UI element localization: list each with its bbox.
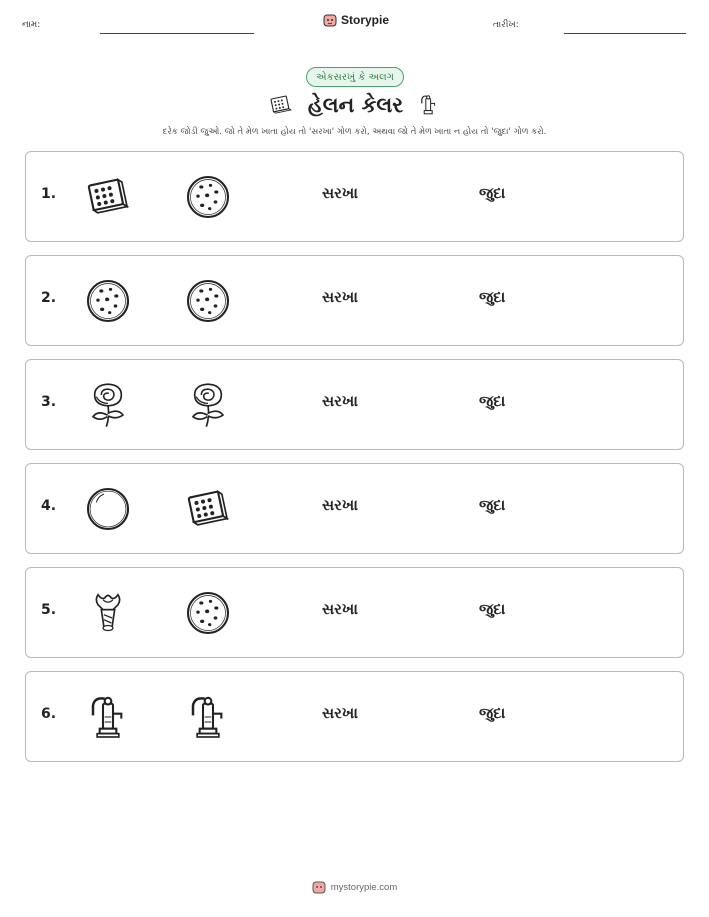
different-option[interactable]: જુદા	[479, 392, 506, 410]
storypie-mascot-icon	[312, 880, 326, 894]
question-number: 6.	[41, 706, 57, 722]
different-option[interactable]: જુદા	[479, 288, 506, 306]
water-pump-icon	[181, 692, 235, 742]
footer	[0, 880, 709, 894]
question-number: 5.	[41, 602, 57, 618]
worksheet-title: હેલન કેલર	[307, 92, 404, 117]
brand-name: Storypie	[341, 13, 390, 27]
date-line[interactable]	[564, 33, 686, 34]
instructions: દરેક જોડી જુઓ. જો તે મેળ ખાતા હોય તો 'સરખા' ગોળ કરો, અથવા જો તે મેળ ખાતા ન હોય તો 'જુદા' ગોળ કરો.	[162, 127, 547, 137]
braille-book-icon	[181, 484, 235, 534]
question-row	[25, 671, 684, 762]
cookie-icon	[81, 276, 135, 326]
brand-logo	[323, 13, 389, 27]
different-option[interactable]: જુદા	[479, 184, 506, 202]
different-option[interactable]: જુદા	[479, 496, 506, 514]
braille-book-icon	[268, 92, 294, 118]
same-option[interactable]: સરખા	[322, 288, 358, 306]
question-row	[25, 255, 684, 346]
same-option[interactable]: સરખા	[322, 496, 358, 514]
different-option[interactable]: જુદા	[479, 704, 506, 722]
water-pump-icon	[417, 90, 441, 120]
question-row	[25, 359, 684, 450]
cookie-icon	[181, 172, 235, 222]
question-number: 1.	[41, 186, 57, 202]
cookie-icon	[181, 276, 235, 326]
title-row	[0, 90, 709, 120]
cookie-icon	[181, 588, 235, 638]
question-row	[25, 151, 684, 242]
same-option[interactable]: સરખા	[322, 704, 358, 722]
braille-book-icon	[81, 172, 135, 222]
same-option[interactable]: સરખા	[322, 600, 358, 618]
same-option[interactable]: સરખા	[322, 184, 358, 202]
rose-icon	[181, 380, 235, 430]
rose-icon	[81, 380, 135, 430]
question-row	[25, 567, 684, 658]
name-label: નામ:	[22, 20, 41, 30]
same-option[interactable]: સરખા	[322, 392, 358, 410]
footer-url: mystorypie.com	[330, 881, 398, 893]
question-number: 4.	[41, 498, 57, 514]
storypie-mascot-icon	[323, 13, 337, 27]
question-row	[25, 463, 684, 554]
question-number: 3.	[41, 394, 57, 410]
flower-pot-icon	[81, 588, 135, 638]
different-option[interactable]: જુદા	[479, 600, 506, 618]
worksheet-type-badge: એકસરખું કે અલગ	[306, 67, 404, 87]
name-line[interactable]	[100, 33, 254, 34]
water-pump-icon	[81, 692, 135, 742]
date-label: તારીખ:	[493, 20, 519, 30]
question-number: 2.	[41, 290, 57, 306]
circle-icon	[81, 484, 135, 534]
